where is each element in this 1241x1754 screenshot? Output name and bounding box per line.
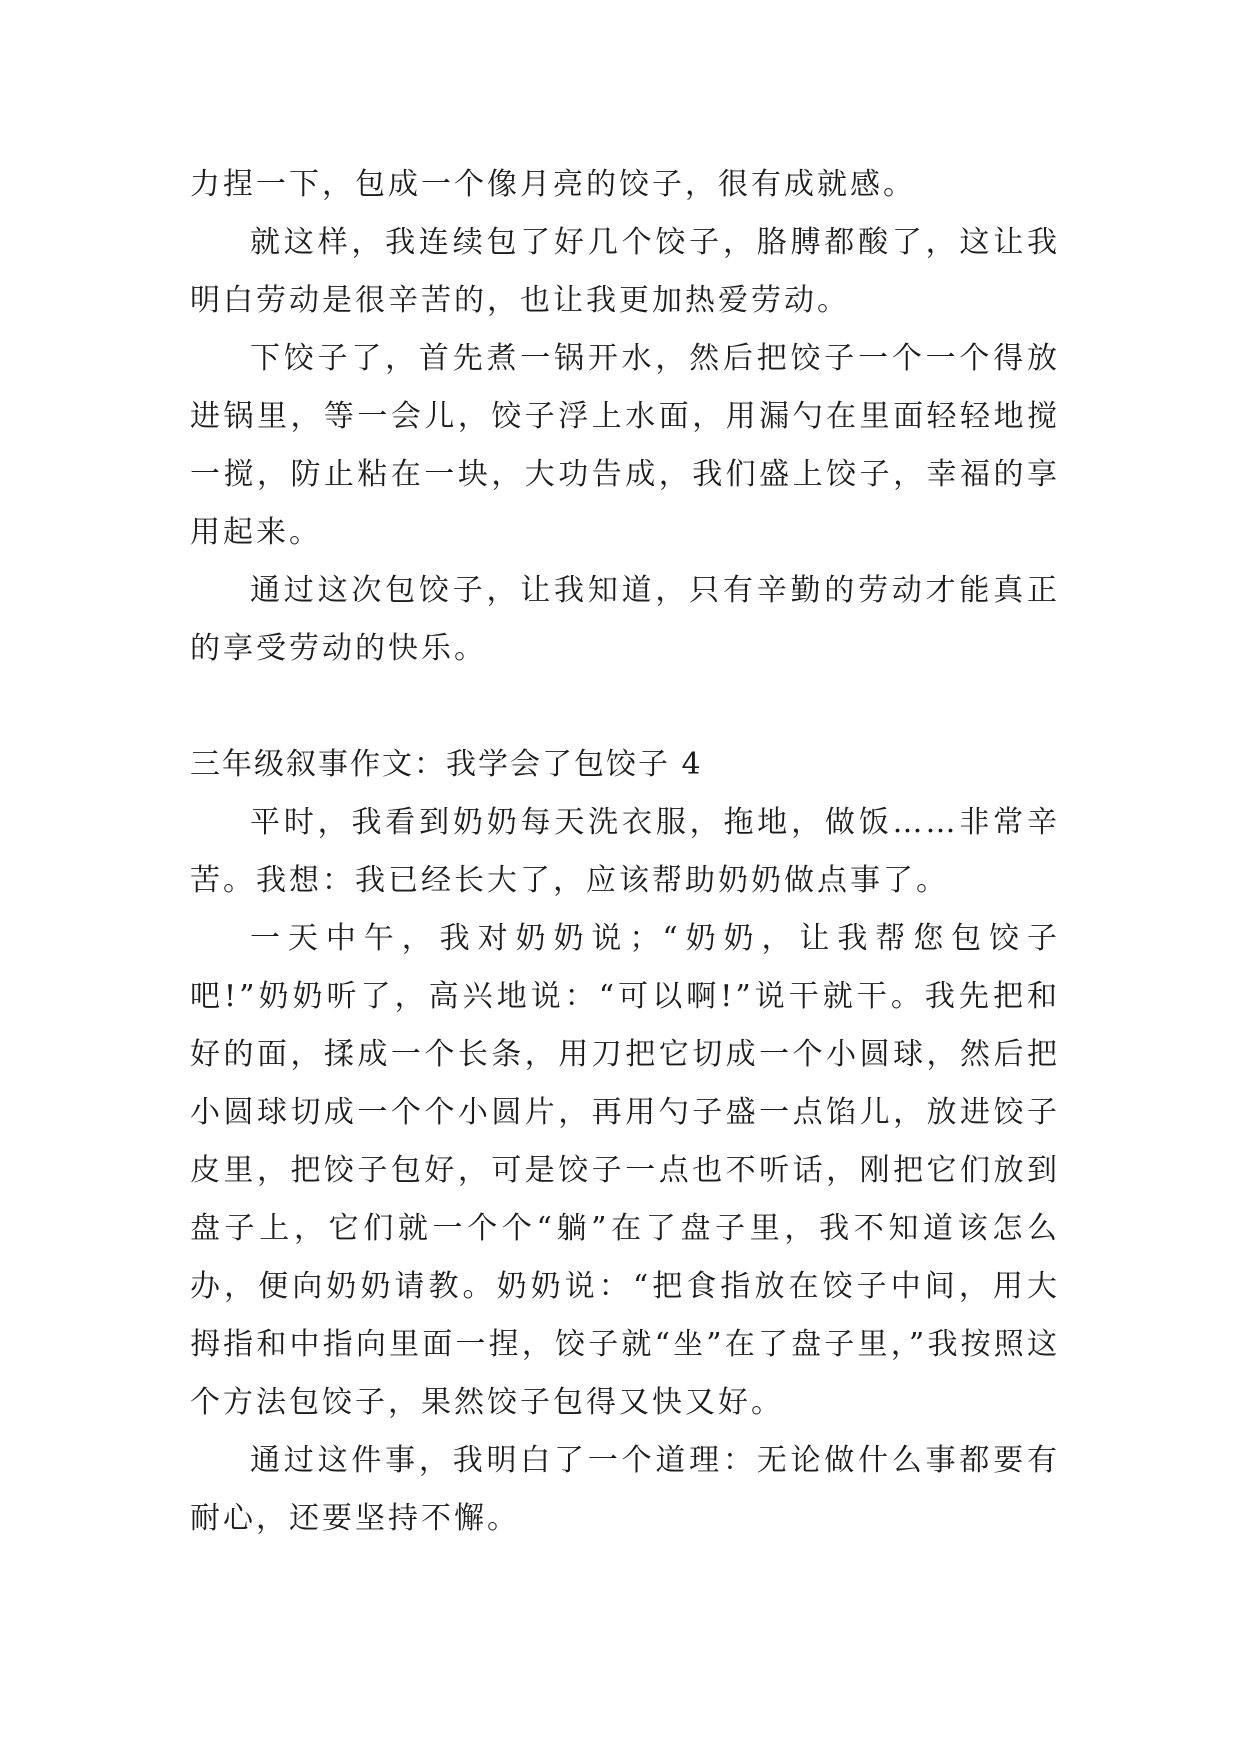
paragraph: 力捏一下，包成一个像月亮的饺子，很有成就感。 — [190, 167, 916, 202]
paragraph: 就这样，我连续包了好几个饺子，胳膊都酸了，这让我明白劳动是很辛苦的，也让我更加热爱劳动。 — [190, 225, 1060, 318]
essay-title: 三年级叙事作文：我学会了包饺子 4 — [190, 747, 703, 782]
paragraph: 一天中午，我对奶奶说；“奶奶，让我帮您包饺子吧!”奶奶听了，高兴地说：“可以啊!”说干就干。我先把和好的面，揉成一个长条，用刀把它切成一个小圆球，然后把小圆球切成一个个小圆片，再用勺子盛一点馅儿，放进饺子皮里，把饺子包好，可是饺子一点也不听话，刚把它们放到盘子上，它们就一个个“躺”在了盘子里，我不知道该怎么办，便向奶奶请教。奶奶说：“把食指放在饺子中间，用大拇指和中指向里面一捏，饺子就“坐”在了盘子里，”我按照这个方法包饺子，果然饺子包得又快又好。 — [190, 921, 1060, 1420]
paragraph: 通过这件事，我明白了一个道理：无论做什么事都要有耐心，还要坚持不懈。 — [190, 1443, 1060, 1536]
paragraph: 通过这次包饺子，让我知道，只有辛勤的劳动才能真正的享受劳动的快乐。 — [190, 573, 1060, 666]
document-body — [190, 156, 1060, 1548]
paragraph: 平时，我看到奶奶每天洗衣服，拖地，做饭……非常辛苦。我想：我已经长大了，应该帮助奶奶做点事了。 — [190, 805, 1060, 898]
paragraph: 下饺子了，首先煮一锅开水，然后把饺子一个一个得放进锅里，等一会儿，饺子浮上水面，用漏勺在里面轻轻地搅一搅，防止粘在一块，大功告成，我们盛上饺子，幸福的享用起来。 — [190, 341, 1060, 550]
